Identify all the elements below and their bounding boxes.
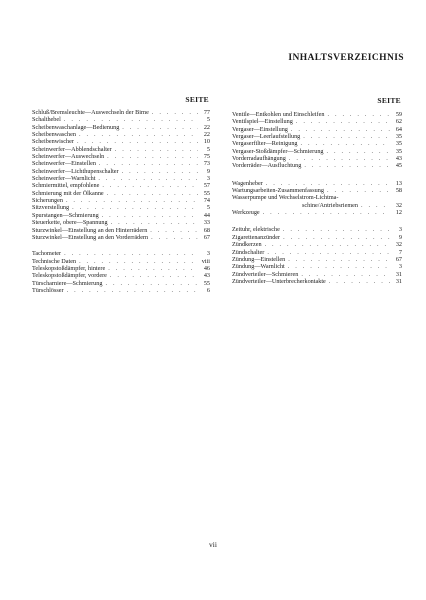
index-entry-page: 43 [395, 155, 402, 163]
dot-leader [108, 219, 198, 226]
index-entry[interactable] [232, 148, 402, 155]
index-entry-label: Vorderräder—Ausfluchtung [232, 162, 302, 170]
index-entry-page: 32 [395, 201, 402, 209]
dot-leader [324, 148, 390, 155]
index-entry-page: 59 [395, 111, 402, 118]
index-entry[interactable] [232, 226, 402, 233]
index-entry[interactable] [32, 146, 210, 153]
index-entry[interactable] [232, 133, 402, 140]
index-entry-label: Teleskopstoßdämpfer, vordere [32, 272, 107, 280]
index-entry[interactable] [232, 263, 402, 270]
index-entry-label: Steuerkette, obere—Spannung [32, 219, 108, 227]
index-entry-label: Wartungsarbeiten-Zusammenfassung [232, 187, 324, 195]
index-entry-label: Zündung—Einstellen [232, 255, 286, 263]
dot-leader [76, 258, 198, 265]
index-entry[interactable] [232, 249, 402, 256]
dot-leader [293, 118, 390, 125]
index-entry-page: 67 [395, 255, 402, 263]
dot-leader [280, 226, 390, 233]
dot-leader [298, 140, 390, 147]
index-entry[interactable] [32, 258, 210, 265]
dot-leader [280, 234, 390, 241]
index-entry-page: 44 [203, 211, 210, 219]
index-entry-label: Sturzwinkel—Einstellung an den Vorderrädern [32, 233, 149, 241]
index-entry-page: 55 [203, 189, 210, 197]
dot-leader [358, 202, 390, 209]
index-entry-page: 64 [395, 125, 402, 133]
index-entry-label: Scheinwerfer—Auswechseln [32, 153, 105, 161]
index-entry-page: 35 [395, 147, 402, 155]
index-entry[interactable] [32, 265, 210, 272]
dot-leader [263, 180, 390, 187]
index-entry[interactable] [232, 202, 402, 209]
dot-leader [102, 280, 198, 287]
index-entry[interactable] [32, 197, 210, 204]
index-entry[interactable] [32, 109, 210, 116]
index-entry-label: Sitzverstellung [32, 204, 70, 212]
index-entry[interactable] [232, 180, 402, 187]
index-entry-page: 10 [203, 138, 210, 146]
index-entry-label: Scheinwerfer—Warnlicht [32, 175, 96, 183]
index-entry[interactable] [32, 168, 210, 175]
dot-leader [64, 287, 198, 294]
index-entry[interactable] [232, 155, 402, 162]
index-entry-page: 32 [395, 241, 402, 249]
index-entry[interactable] [232, 111, 402, 118]
dot-leader [264, 249, 390, 256]
index-entry-page: 3 [398, 263, 402, 271]
index-entry-label: Schluß/Bremsleuchte—Auswechseln der Birne [32, 109, 149, 116]
index-entry-page: 5 [206, 204, 210, 212]
index-entry-label: Schmiermittel, empfohlene [32, 182, 100, 190]
index-entry-page: 55 [203, 279, 210, 287]
dot-leader [262, 241, 390, 248]
index-section [32, 250, 210, 294]
page-title: INHALTSVERZEICHNIS [288, 53, 404, 63]
index-section [232, 180, 402, 217]
index-entry[interactable] [32, 153, 210, 160]
index-entry-label: Scheinwerfer—Einstellen [32, 160, 96, 168]
dot-leader [119, 124, 198, 131]
index-entry-page: 43 [203, 272, 210, 280]
dot-leader [96, 160, 198, 167]
dot-leader [63, 197, 198, 204]
index-entry[interactable] [32, 182, 210, 189]
dot-leader [285, 263, 390, 270]
index-entry-page: 5 [206, 116, 210, 124]
dot-leader [69, 204, 198, 211]
index-entry[interactable] [32, 116, 210, 123]
index-entry-page: 3 [398, 226, 402, 234]
dot-leader [288, 126, 390, 133]
index-entry-page: 62 [395, 118, 402, 126]
dot-leader [300, 133, 390, 140]
index-entry-label: Zeituhr, elektrische [232, 226, 280, 234]
index-entry[interactable] [232, 118, 402, 125]
page-column-heading: SEITE [185, 95, 209, 104]
index-entry-label: Spurstangen—Schmierung [32, 211, 99, 219]
index-entry-page: 13 [395, 179, 402, 187]
index-entry[interactable] [32, 190, 210, 197]
index-entry-label: schine/Antriebsriemen [302, 201, 359, 209]
index-entry[interactable] [232, 241, 402, 248]
index-entry-label: Zündverteiler—Schmieren [232, 270, 299, 278]
page-number: vii [209, 540, 217, 549]
index-entry-label: Zündung—Warnlicht [232, 263, 285, 271]
index-entry-label: Zündschalter [232, 248, 265, 256]
index-entry-page: 46 [203, 264, 210, 272]
index-entry-page: 68 [203, 226, 210, 234]
index-entry-label: Tachometer [32, 250, 62, 258]
dot-leader [286, 155, 390, 162]
index-entry[interactable] [232, 271, 402, 278]
index-entry-page: 9 [206, 167, 210, 175]
dot-leader [76, 131, 198, 138]
index-entry[interactable] [232, 256, 402, 263]
index-entry-label: Ventile—Entkohlen und Einschleifen [232, 111, 325, 118]
index-entry[interactable] [32, 204, 210, 211]
dot-leader [105, 265, 198, 272]
index-entry-page: 35 [395, 140, 402, 148]
index-entry-page: 31 [395, 270, 402, 278]
index-entry[interactable] [232, 126, 402, 133]
index-column-left [32, 94, 210, 294]
index-entry-label: Wasserpumpe und Wechselstrom-Lichtma- [232, 194, 339, 202]
dot-leader [285, 256, 390, 263]
index-entry[interactable] [32, 250, 210, 257]
index-entry[interactable] [232, 209, 402, 216]
index-entry-label: Werkzeuge [232, 209, 260, 217]
index-entry-label: Zigarettenanzünder [232, 233, 281, 241]
index-entry-page: 33 [203, 219, 210, 227]
index-entry[interactable] [232, 234, 402, 241]
index-entry[interactable] [32, 131, 210, 138]
index-entry-page: 3 [206, 250, 210, 258]
index-entry[interactable] [32, 227, 210, 234]
index-entry-page: viii [201, 257, 210, 265]
dot-leader [147, 227, 198, 234]
index-entry[interactable] [32, 287, 210, 294]
index-entry[interactable] [32, 272, 210, 279]
index-entry-label: Zündkerzen [232, 241, 262, 249]
index-entry-page: 22 [203, 131, 210, 139]
dot-leader [119, 168, 198, 175]
index-entry[interactable] [32, 212, 210, 219]
index-column-right [232, 95, 402, 285]
index-entry[interactable] [32, 138, 210, 145]
page-column-heading: SEITE [377, 96, 401, 105]
index-entry-label: Vergaserfilter—Reinigung [232, 140, 298, 148]
index-entry-label: Sturzwinkel—Einstellung an den Hinterrädern [32, 226, 148, 234]
section-gap [32, 241, 210, 250]
index-entry-label: Vergaser—Leerlaufstellung [232, 133, 301, 141]
index-entry-page: 31 [395, 277, 402, 285]
dot-leader [298, 271, 390, 278]
dot-leader [148, 234, 198, 241]
dot-leader [99, 212, 198, 219]
dot-leader [112, 146, 198, 153]
index-entry-label: Schalthebel [32, 116, 61, 124]
index-entry-page: 74 [203, 197, 210, 205]
index-entry-label: Teleskopstoßdämpfer, hintere [32, 264, 106, 272]
index-entry[interactable] [232, 278, 402, 285]
index-entry-label: Wagenheber [232, 179, 263, 187]
index-entry-page: 77 [203, 109, 210, 116]
index-section [232, 111, 402, 170]
dot-leader [324, 111, 390, 118]
index-entry-label: Sicherungen [32, 197, 63, 205]
index-entry[interactable] [32, 280, 210, 287]
dot-leader [324, 187, 390, 194]
index-entry[interactable] [32, 124, 210, 131]
section-gap [232, 170, 402, 180]
index-entry-page: 58 [395, 187, 402, 195]
dot-leader [61, 250, 198, 257]
index-entry-label: Scheinwerfer—Lichthupenschalter [32, 167, 119, 175]
dot-leader [149, 109, 198, 116]
index-entry[interactable] [32, 175, 210, 182]
dot-leader [301, 162, 390, 169]
index-entry-page: 73 [203, 160, 210, 168]
index-entry-label: Vorderradaufhängung [232, 155, 286, 163]
index-entry-label: Vergaser—Einstellung [232, 125, 288, 133]
index-entry-label: Zündverteiler—Unterbrecherkontakte [232, 277, 326, 285]
index-entry-label: Ventilspiel—Einstellung [232, 118, 293, 126]
index-entry-page: 6 [206, 286, 210, 294]
index-entry-page: 9 [398, 233, 402, 241]
index-entry-label: Schmierung mit der Ölkanne [32, 189, 104, 197]
index-entry-label: Scheibenwaschen [32, 131, 76, 139]
dot-leader [326, 278, 390, 285]
index-entry-page: 57 [203, 182, 210, 190]
index-section [32, 109, 210, 241]
dot-leader [61, 116, 198, 123]
index-entry-page: 35 [395, 133, 402, 141]
dot-leader [99, 182, 198, 189]
index-entry-page: 67 [203, 233, 210, 241]
index-entry-label: Türscharniere—Schmierung [32, 279, 103, 287]
index-entry-label: Vergaser-Stoßdämpfer—Schmierung [232, 147, 324, 155]
index-entry-label: Scheinwerfer—Abblendschalter [32, 145, 112, 153]
section-gap [232, 216, 402, 226]
index-entry-page: 12 [395, 209, 402, 217]
index-entry-page: 75 [203, 153, 210, 161]
index-entry-label: Scheibenwischer [32, 138, 74, 146]
index-section [232, 226, 402, 285]
index-entry[interactable] [232, 187, 402, 194]
index-entry[interactable] [32, 219, 210, 226]
index-entry-page: 45 [395, 162, 402, 170]
index-entry[interactable] [232, 162, 402, 169]
index-entry-label: Scheibenwaschanlage—Bedienung [32, 123, 120, 131]
index-entry[interactable] [32, 234, 210, 241]
index-entry[interactable] [232, 140, 402, 147]
dot-leader [104, 153, 198, 160]
dot-leader [74, 138, 198, 145]
dot-leader [95, 175, 198, 182]
index-entry[interactable] [32, 160, 210, 167]
index-entry-label: Technische Daten [32, 257, 77, 265]
index-entry-page: 3 [206, 175, 210, 183]
index-entry-page: 22 [203, 123, 210, 131]
index-entry-page: 5 [206, 145, 210, 153]
index-entry-label: Türschlösser [32, 286, 64, 294]
index-entry[interactable] [232, 194, 402, 201]
dot-leader [107, 272, 198, 279]
dot-leader [260, 209, 390, 216]
index-entry-page: 7 [398, 248, 402, 256]
dot-leader [104, 190, 198, 197]
